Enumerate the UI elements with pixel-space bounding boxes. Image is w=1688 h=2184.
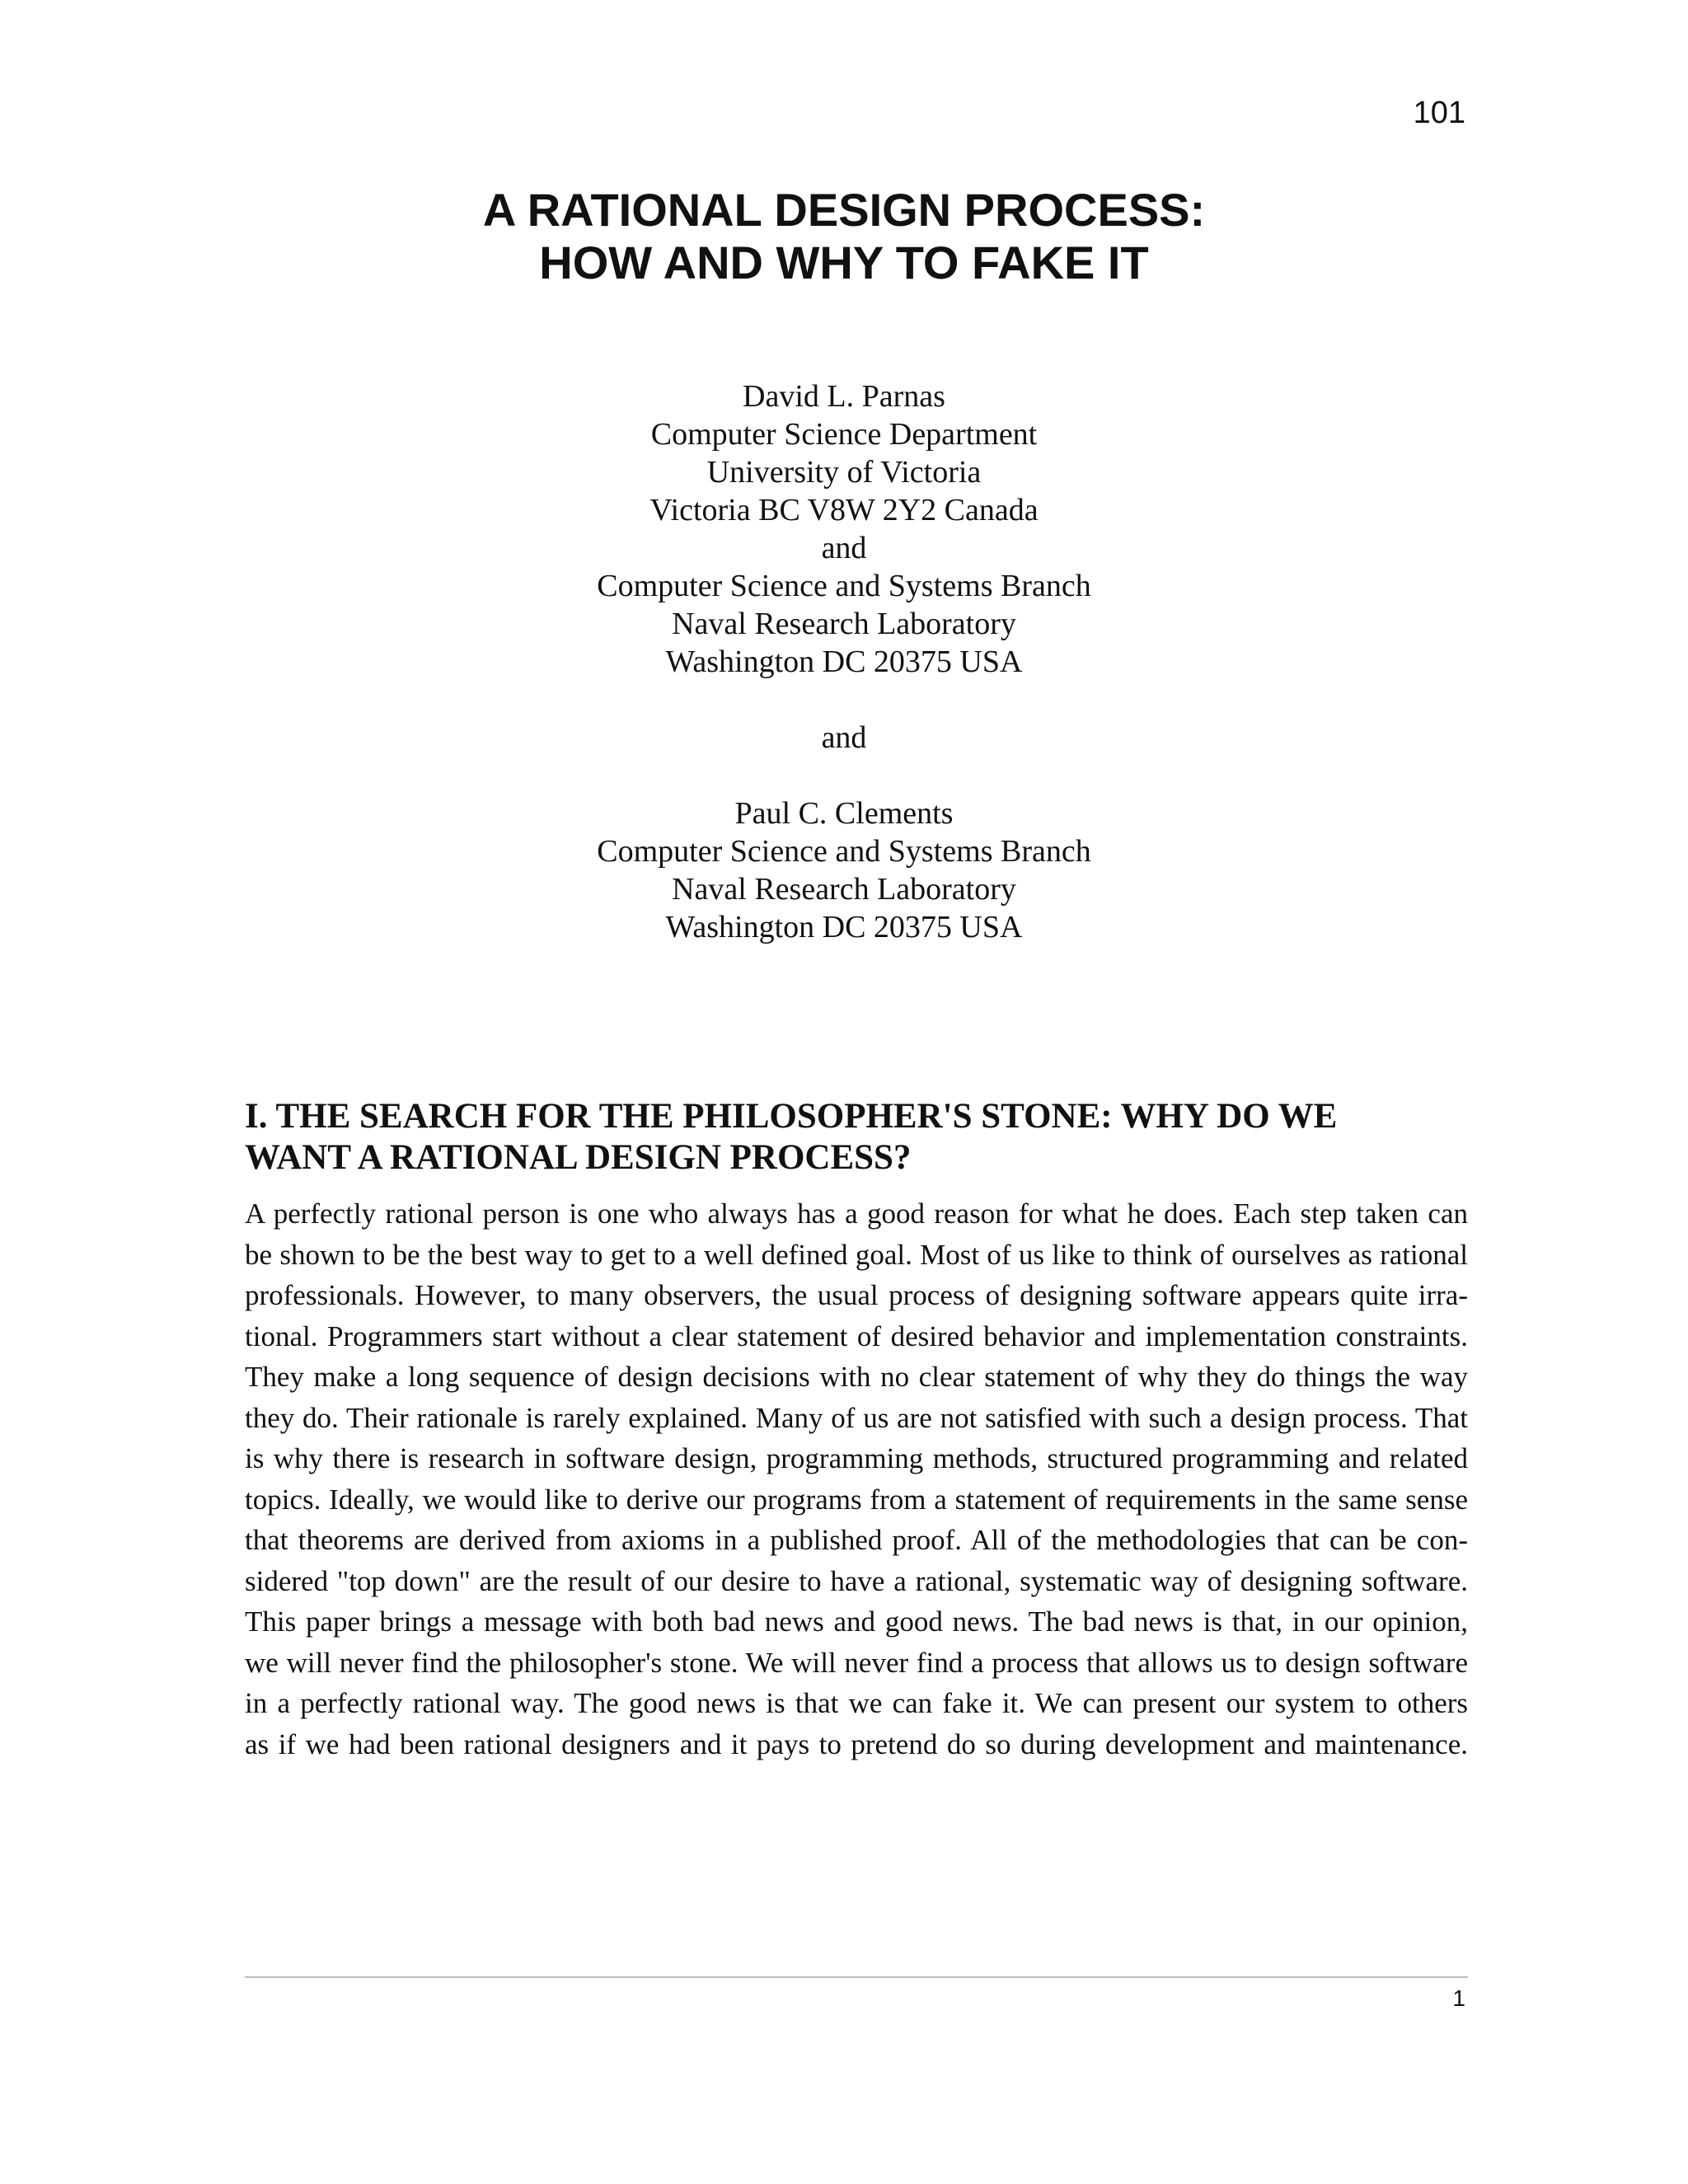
paragraph-line-last: as if we had been rational designers and it pays to pretend do so during development and maintenance. xyxy=(245,1727,1468,1760)
author-separator-and: and xyxy=(821,720,867,755)
paragraph-line: be shown to be the best way to get to a well defined goal. Most of us like to think of ourselves as rational xyxy=(245,1238,1468,1271)
section-paragraph xyxy=(245,1193,1468,1765)
paragraph-line: professionals. However, to many observers, the usual process of designing software appears quite irra- xyxy=(245,1279,1468,1311)
author-affiliation: Washington DC 20375 USA xyxy=(665,644,1023,679)
paragraph-line: they do. Their rationale is rarely explained. Many of us are not satisfied with such a design process. That xyxy=(245,1401,1468,1434)
paragraph-line: topics. Ideally, we would like to derive our programs from a statement of requirements in the same sense xyxy=(245,1483,1468,1516)
paragraph-line: This paper brings a message with both bad news and good news. The bad news is that, in our opinion, xyxy=(245,1605,1468,1638)
author-affiliation: University of Victoria xyxy=(706,455,982,490)
paragraph-line: is why there is research in software design, programming methods, structured programming and related xyxy=(245,1442,1468,1474)
paragraph-line: A perfectly rational person is one who always has a good reason for what he does. Each step taken can xyxy=(245,1197,1468,1230)
author-affiliation: Victoria BC V8W 2Y2 Canada xyxy=(649,493,1039,527)
paper-title xyxy=(0,184,1688,289)
paragraph-line: that theorems are derived from axioms in a published proof. All of the methodologies that can be con- xyxy=(245,1524,1468,1556)
section-introduction xyxy=(245,1096,1468,1765)
section-heading-line-1: I. THE SEARCH FOR THE PHILOSOPHER'S STONE: WHY DO WE xyxy=(245,1097,1338,1136)
section-heading xyxy=(245,1096,1468,1179)
affiliation-and: and xyxy=(821,531,867,565)
paragraph-line: They make a long sequence of design decisions with no clear statement of why they do things the way xyxy=(245,1361,1468,1393)
paragraph-line: tional. Programmers start without a clear statement of desired behavior and implementation constraints. xyxy=(245,1319,1468,1352)
author-affiliation: Computer Science and Systems Branch xyxy=(597,834,1091,869)
title-line-1: A RATIONAL DESIGN PROCESS: xyxy=(482,184,1206,236)
author-name-clements: Paul C. Clements xyxy=(734,796,954,831)
author-affiliation: Computer Science Department xyxy=(650,417,1038,452)
author-name-parnas: David L. Parnas xyxy=(743,379,945,414)
footer-divider xyxy=(245,1976,1468,1978)
author-block xyxy=(0,377,1688,946)
section-heading-line-2: WANT A RATIONAL DESIGN PROCESS? xyxy=(245,1138,912,1177)
author-affiliation: Naval Research Laboratory xyxy=(672,872,1016,907)
header-page-number: 101 xyxy=(1413,96,1465,130)
paragraph-line: in a perfectly rational way. The good news is that we can fake it. We can present our system to others xyxy=(245,1687,1468,1719)
author-affiliation: Washington DC 20375 USA xyxy=(665,910,1023,944)
footer-page-number: 1 xyxy=(1452,1985,1465,2011)
author-affiliation: Computer Science and Systems Branch xyxy=(597,569,1091,603)
author-affiliation: Naval Research Laboratory xyxy=(672,607,1016,641)
paragraph-line: we will never find the philosopher's stone. We will never find a process that allows us to design software xyxy=(245,1646,1468,1679)
title-line-2: HOW AND WHY TO FAKE IT xyxy=(539,237,1149,288)
paragraph-line: sidered "top down" are the result of our desire to have a rational, systematic way of designing software. xyxy=(245,1564,1468,1597)
